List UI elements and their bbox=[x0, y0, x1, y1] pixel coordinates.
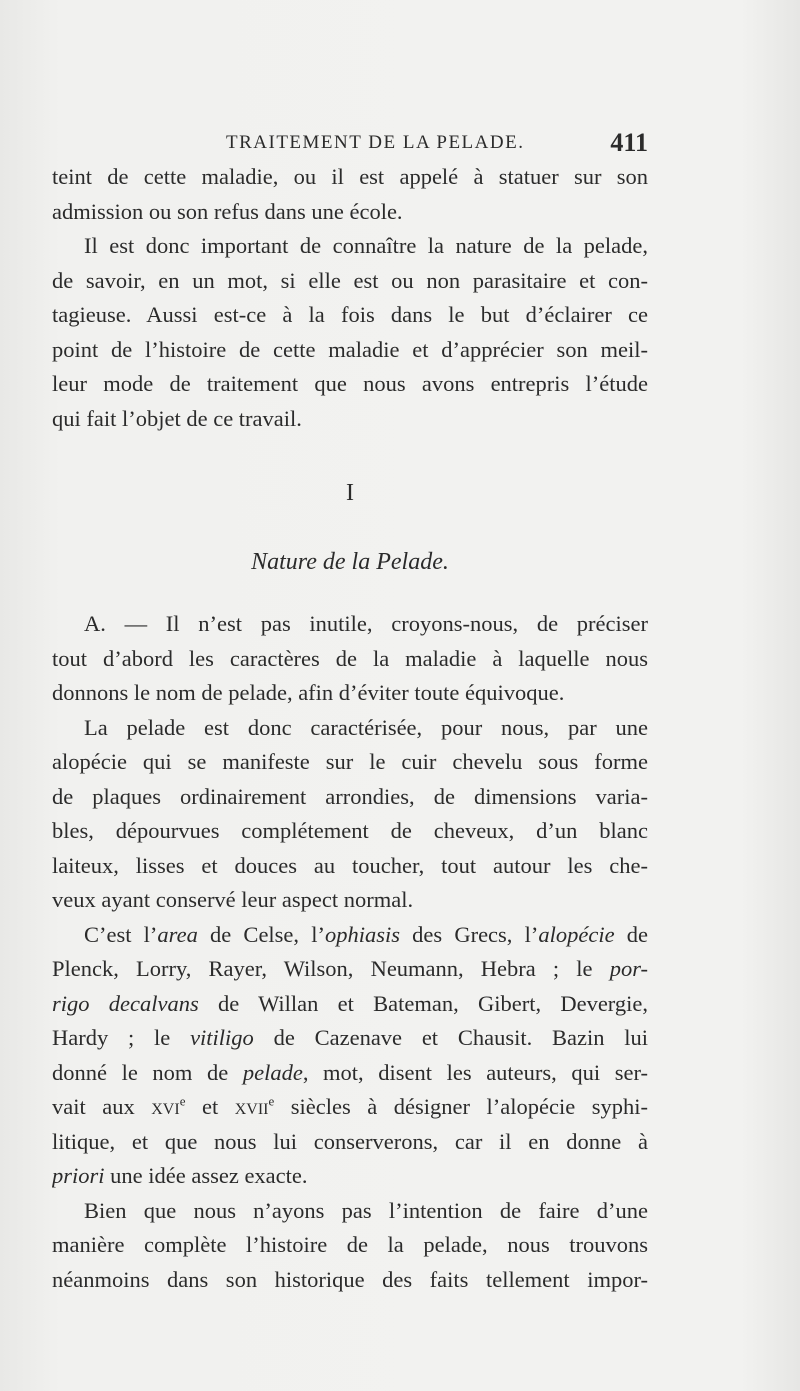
text-line: donnons le nom de pelade, afin d’éviter toute équivoque. bbox=[52, 680, 565, 705]
text-line: de plaques ordinairement arrondies, de dimensions varia- bbox=[52, 783, 648, 809]
section-title: Nature de la Pelade. bbox=[251, 549, 449, 575]
text-run: de bbox=[614, 921, 648, 947]
text-line bbox=[52, 1021, 648, 1056]
text-line: Bien que nous n’ayons pas l’intention de faire d’une bbox=[84, 1197, 648, 1223]
text-line bbox=[52, 1056, 648, 1091]
body-paragraphs bbox=[52, 607, 648, 1297]
italic-term: ophiasis bbox=[324, 921, 400, 947]
text-run: vait aux bbox=[52, 1094, 152, 1119]
roman-numeral: xvii bbox=[234, 1094, 269, 1119]
superscript: e bbox=[179, 1093, 186, 1109]
italic-term: vitiligo bbox=[190, 1025, 254, 1050]
text-line: Il est donc important de connaître la nature de la pelade, bbox=[84, 233, 648, 258]
text-run: siècles à désigner l’alopécie syphi- bbox=[274, 1094, 648, 1119]
running-head bbox=[52, 128, 648, 158]
italic-term: rigo decalvans bbox=[52, 990, 199, 1016]
text-run: et bbox=[185, 1094, 235, 1119]
text-run: une idée assez exacte. bbox=[104, 1163, 308, 1188]
text-run: Plenck, Lorry, Rayer, Wilson, Neumann, Hebra ; le bbox=[52, 956, 610, 981]
text-run: Hardy ; le bbox=[52, 1025, 191, 1050]
text-line: leur mode de traitement que nous avons entrepris l’étude bbox=[52, 371, 648, 396]
text-run: C’est l’ bbox=[84, 921, 158, 947]
text-line: qui fait l’objet de ce travail. bbox=[52, 405, 302, 431]
intro-paragraphs bbox=[52, 160, 648, 436]
text-line: néanmoins dans son historique des faits tellement impor- bbox=[52, 1266, 648, 1292]
text-line: La pelade est donc caractérisée, pour nous, par une bbox=[84, 714, 648, 740]
text-line bbox=[52, 1090, 648, 1125]
text-line: laiteux, lisses et douces au toucher, tout autour les che- bbox=[52, 852, 648, 878]
roman-numeral: xvi bbox=[151, 1094, 180, 1119]
italic-term: area bbox=[157, 921, 198, 947]
text-line: manière complète l’histoire de la pelade, nous trouvons bbox=[52, 1232, 648, 1257]
text-line: A. — Il n’est pas inutile, croyons-nous, de préciser bbox=[84, 611, 648, 636]
text-line: veux ayant conservé leur aspect normal. bbox=[52, 887, 414, 912]
italic-term: alopécie bbox=[538, 921, 615, 947]
text-line bbox=[52, 918, 648, 953]
text-line bbox=[52, 952, 648, 987]
text-run: donné le nom de bbox=[52, 1059, 243, 1085]
text-run: des Grecs, l’ bbox=[399, 921, 539, 947]
italic-term: priori bbox=[52, 1163, 105, 1188]
text-line bbox=[52, 987, 648, 1022]
text-line: de savoir, en un mot, si elle est ou non parasitaire et con- bbox=[52, 267, 648, 293]
text-run: de Celse, l’ bbox=[197, 921, 325, 947]
text-run: , mot, disent les auteurs, qui ser- bbox=[302, 1059, 648, 1085]
text-line: litique, et que nous lui conserverons, car il en donne à bbox=[52, 1128, 648, 1154]
italic-term: pelade bbox=[242, 1059, 303, 1085]
text-line bbox=[52, 1159, 648, 1194]
text-line: tagieuse. Aussi est-ce à la fois dans le but d’éclairer ce bbox=[52, 302, 648, 327]
section-number: I bbox=[346, 480, 354, 506]
text-line: tout d’abord les caractères de la maladie à laquelle nous bbox=[52, 645, 648, 671]
italic-term: por- bbox=[609, 956, 648, 981]
text-line: alopécie qui se manifeste sur le cuir chevelu sous forme bbox=[52, 749, 648, 774]
superscript: e bbox=[268, 1093, 275, 1109]
page-number: 411 bbox=[610, 128, 648, 157]
text-run: de Cazenave et Chausit. Bazin lui bbox=[253, 1025, 648, 1050]
text-run: de Willan et Bateman, Gibert, Devergie, bbox=[198, 990, 648, 1016]
text-line: admission ou son refus dans une école. bbox=[52, 198, 403, 224]
text-line: bles, dépourvues complétement de cheveux, d’un blanc bbox=[52, 818, 648, 843]
text-line: point de l’histoire de cette maladie et d’apprécier son meil- bbox=[52, 336, 648, 362]
running-title: TRAITEMENT DE LA PELADE. bbox=[226, 132, 525, 153]
text-line: teint de cette maladie, ou il est appelé à statuer sur son bbox=[52, 164, 648, 189]
